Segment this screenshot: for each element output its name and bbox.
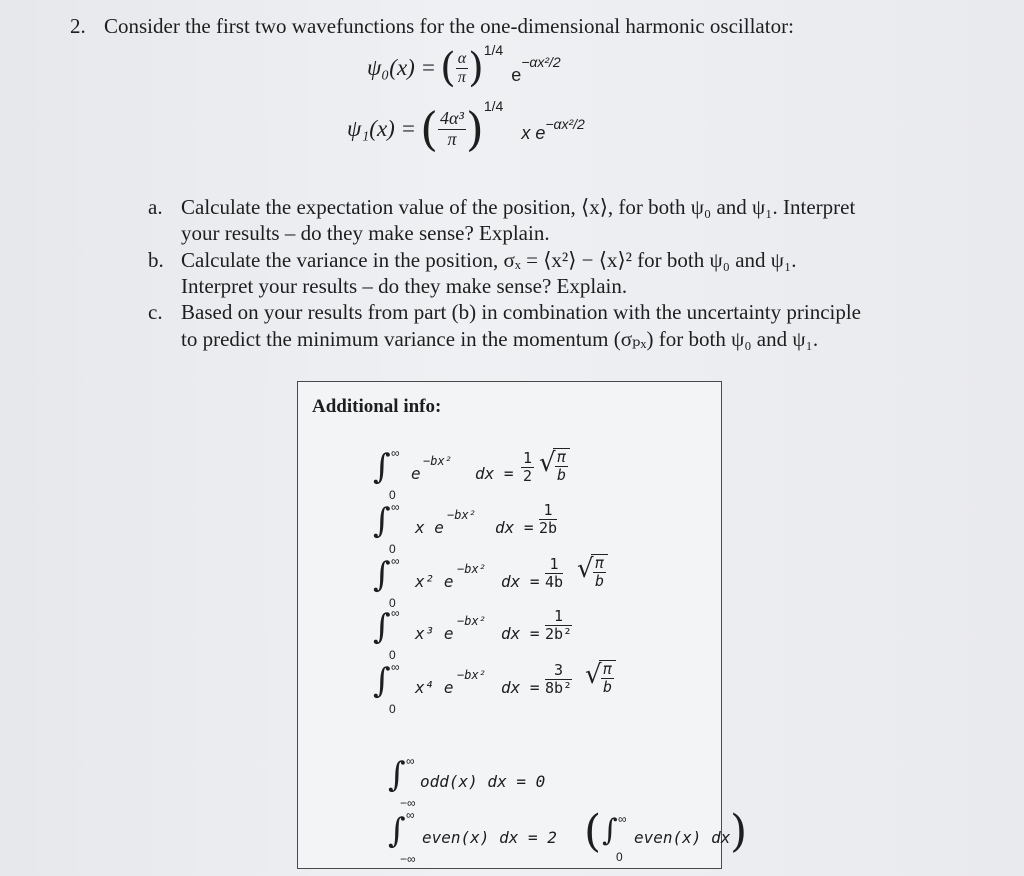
dx-equals: dx = xyxy=(501,624,540,643)
coef-den: 2 xyxy=(523,466,533,485)
dx-equals: dx = xyxy=(475,464,514,483)
integrand: x² e xyxy=(415,572,454,591)
integral-row: ∫ ∞ 0 x² e −bx² dx = $\frac{1}{4b}$ √ $\frac{\pi}{b}$ xyxy=(373,552,713,608)
integral-lower: 0 xyxy=(389,702,396,716)
coef-num: 1 xyxy=(545,556,563,574)
integrand-exp: −bx² xyxy=(457,668,486,682)
part-c-line1: Based on your results from part (b) in combination with the uncertainty principle xyxy=(181,300,861,324)
integrand: x e xyxy=(415,518,444,537)
sqrt-den: b xyxy=(595,571,605,590)
coef-den: 8b² xyxy=(545,678,573,697)
integral-lower: 0 xyxy=(389,488,396,502)
additional-info-box xyxy=(297,381,748,869)
sqrt-num: π xyxy=(603,660,613,678)
dx-equals: dx = xyxy=(495,518,534,537)
part-a-line2: your results – do they make sense? Explain. xyxy=(181,221,550,245)
integral-upper: ∞ xyxy=(391,554,400,568)
psi0-frac-den: π xyxy=(457,68,466,86)
part-a-label: a. xyxy=(148,195,163,219)
integrand: e xyxy=(411,464,421,483)
sqrt-num: π xyxy=(595,554,605,572)
even-lhs: even(x) dx = 2 xyxy=(422,828,557,847)
integrand-exp: −bx² xyxy=(423,454,452,468)
part-c-label: c. xyxy=(148,300,163,324)
part-a-line1: Calculate the expectation value of the position, ⟨x⟩, for both ψ₀ and ψ₁. Interpret xyxy=(181,195,856,219)
info-heading: Additional info: xyxy=(312,396,442,417)
integrand: x⁴ e xyxy=(415,678,454,697)
sqrt-num: π xyxy=(557,448,567,466)
sqrt-den: b xyxy=(557,465,567,484)
integral-upper: ∞ xyxy=(391,446,400,460)
coef-den: 4b xyxy=(545,572,564,591)
even-upper: ∞ xyxy=(406,808,415,822)
integral-row: ∫ ∞ 0 x e −bx² dx = $\frac{1}{2b}$ xyxy=(373,500,558,556)
integrand-exp: −bx² xyxy=(457,562,486,576)
coef-den: 2b xyxy=(539,518,558,537)
dx-equals: dx = xyxy=(501,572,540,591)
question-text: Consider the first two wavefunctions for the one-dimensional harmonic oscillator: xyxy=(104,14,794,38)
even-inner: even(x) dx xyxy=(634,828,731,847)
psi1-factor: x e xyxy=(521,122,546,143)
psi0-equation: ψ₀(x) = ( $\frac{\alpha}{\pi}$ ) 1/4 e −αx²/2 xyxy=(367,42,561,91)
sqrt-den: b xyxy=(603,677,613,696)
integrand-exp: −bx² xyxy=(447,508,476,522)
psi1-lhs: ψ₁(x) = xyxy=(347,116,417,141)
part-c-line2: to predict the minimum variance in the momentum (σₚₓ) for both ψ₀ and ψ₁. xyxy=(181,327,819,351)
even-integral: ∫ ∞ −∞ even(x) dx = 2 ( ∫ ∞ 0 even(x) dx ) xyxy=(388,806,748,866)
even-inner-lower: 0 xyxy=(616,850,623,864)
even-inner-upper: ∞ xyxy=(618,812,627,826)
psi0-frac-num: α xyxy=(457,49,467,67)
psi1-frac-den: π xyxy=(447,128,457,149)
odd-text: odd(x) dx = 0 xyxy=(420,772,546,791)
part-b-line2: Interpret your results – do they make sense? Explain. xyxy=(181,274,628,298)
integral-row: ∫ ∞ 0 x⁴ e −bx² dx = $\frac{3}{\text{8b²}}$ √ $\frac{\pi}{b}$ xyxy=(373,656,713,716)
integral-row: ∫ ∞ 0 x³ e −bx² dx = $\frac{1}{\text{2b²}}$ xyxy=(373,606,573,662)
part-b-line1: Calculate the variance in the position, σₓ = ⟨x²⟩ − ⟨x⟩² for both ψ₀ and ψ₁. xyxy=(181,248,797,272)
psi0-exp-base: e xyxy=(511,64,522,85)
integral-upper: ∞ xyxy=(391,500,400,514)
coef-num: 1 xyxy=(545,608,572,626)
integral-upper: ∞ xyxy=(391,606,400,620)
psi0-exponent: −αx²/2 xyxy=(521,54,561,70)
dx-equals: dx = xyxy=(501,678,540,697)
integral-lower: 0 xyxy=(389,596,396,610)
integral-lower: 0 xyxy=(389,542,396,556)
integral-upper: ∞ xyxy=(391,660,400,674)
coef-num: 1 xyxy=(523,449,533,467)
integral-lower: 0 xyxy=(389,648,396,662)
part-b-label: b. xyxy=(148,248,164,272)
odd-integral: ∫ ∞ −∞ odd(x) dx = 0 xyxy=(388,754,546,810)
odd-upper: ∞ xyxy=(406,754,415,768)
coef-den: 2b² xyxy=(545,624,573,643)
integrand-exp: −bx² xyxy=(457,614,486,628)
psi1-equation: ψ₁(x) = ( $\frac{\text{4α³}}{\pi}$ ) 1/4 x e −αx²/2 xyxy=(347,98,585,156)
even-lower: −∞ xyxy=(400,852,416,866)
psi1-exponent: −αx²/2 xyxy=(545,116,585,132)
question-number: 2. xyxy=(70,14,86,38)
odd-lower: −∞ xyxy=(400,796,416,810)
coef-num: 1 xyxy=(539,502,557,520)
coef-num: 3 xyxy=(545,662,572,680)
integrand: x³ e xyxy=(415,624,454,643)
integral-row: ∫ ∞ 0 e −bx² dx = $\frac{1}{2}$ √ $\frac{\pi}{b}$ xyxy=(373,442,713,502)
psi1-frac-num: 4α³ xyxy=(440,107,464,128)
psi0-power: 1/4 xyxy=(483,42,504,58)
psi0-lhs: ψ₀(x) = xyxy=(367,55,437,80)
psi1-power: 1/4 xyxy=(483,98,504,114)
